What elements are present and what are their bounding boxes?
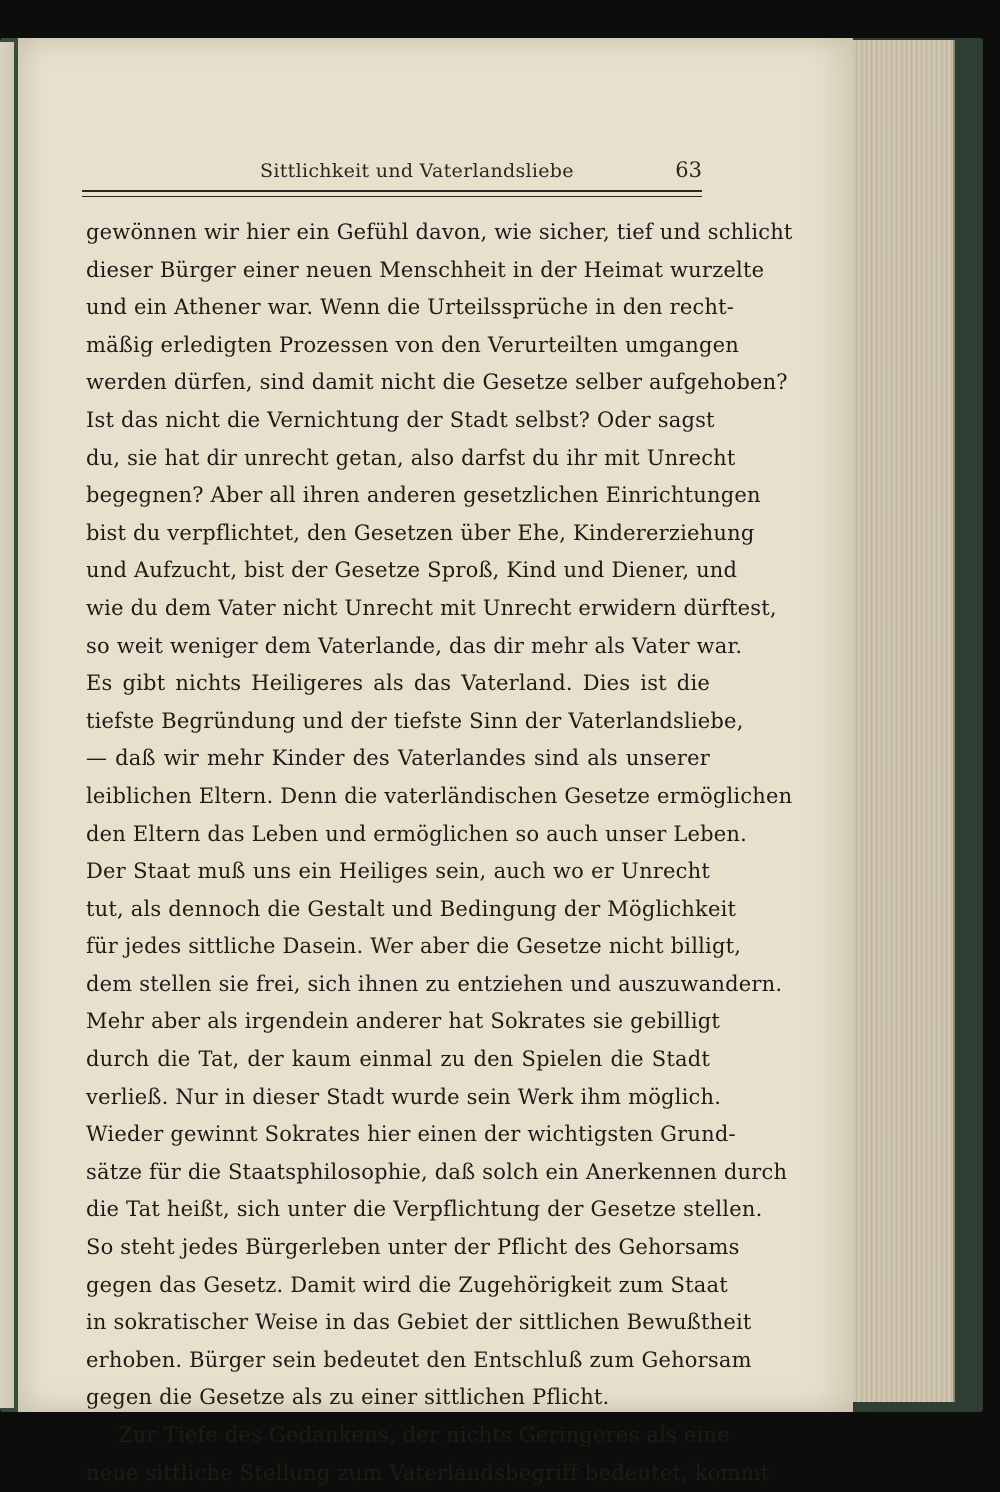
text-line: tut, als dennoch die Gestalt und Bedingung der Möglichkeit (86, 896, 737, 921)
text-line: für jedes sittliche Dasein. Wer aber die Gesetze nicht billigt, (86, 934, 742, 959)
text-line: verließ. Nur in dieser Stadt wurde sein Werk ihm möglich. (86, 1084, 722, 1109)
text-line: die Tat heißt, sich unter die Verpflichtung der Gesetze stellen. (86, 1197, 763, 1222)
page-block-edges (853, 40, 955, 1402)
text-line: — daß wir mehr Kinder des Vaterlandes sind als unserer (86, 746, 710, 771)
text-line: du, sie hat dir unrecht getan, also darfst du ihr mit Unrecht (86, 445, 736, 470)
text-line: dieser Bürger einer neuen Menschheit in der Heimat wurzelte (86, 257, 765, 282)
body-text (86, 214, 793, 1492)
text-line: mäßig erledigten Prozessen von den Verurteilten umgangen (86, 332, 739, 357)
text-line: sätze für die Staatsphilosophie, daß solch ein Anerkennen durch (86, 1159, 788, 1184)
text-line: So steht jedes Bürgerleben unter der Pflicht des Gehorsams (86, 1235, 740, 1260)
text-line: Mehr aber als irgendein anderer hat Sokrates sie gebilligt (86, 1009, 721, 1034)
text-line: gewönnen wir hier ein Gefühl davon, wie sicher, tief und schlicht (86, 220, 793, 244)
header-rule (82, 190, 702, 192)
text-line: Es gibt nichts Heiligeres als das Vaterland. Dies ist die (86, 671, 710, 696)
header-rule-thin (82, 196, 702, 197)
text-line: erhoben. Bürger sein bedeutet den Entschluß zum Gehorsam (86, 1347, 752, 1372)
text-line: Zur Tiefe des Gedankens, der nichts Geringeres als eine (118, 1423, 730, 1447)
text-line: und ein Athener war. Wenn die Urteilssprüche in den recht- (86, 295, 735, 320)
text-line: bist du verpflichtet, den Gesetzen über Ehe, Kindererziehung (86, 520, 755, 545)
text-line: begegnen? Aber all ihren anderen gesetzlichen Einrichtungen (86, 483, 761, 508)
text-line: durch die Tat, der kaum einmal zu den Spielen die Stadt (86, 1047, 710, 1072)
text-line: leiblichen Eltern. Denn die vaterländischen Gesetze ermöglichen (86, 783, 793, 808)
text-line: werden dürfen, sind damit nicht die Gesetze selber aufgehoben? (86, 370, 788, 395)
text-line: tiefste Begründung und der tiefste Sinn der Vaterlandsliebe, (86, 708, 744, 733)
text-line: so weit weniger dem Vaterlande, das dir mehr als Vater war. (86, 633, 743, 658)
text-line: in sokratischer Weise in das Gebiet der sittlichen Bewußtheit (86, 1310, 752, 1335)
text-line: und Aufzucht, bist der Gesetze Sproß, Kind und Diener, und (86, 558, 738, 583)
left-page-edge (0, 42, 14, 1408)
text-line: gegen die Gesetze als zu einer sittlichen Pflicht. (86, 1385, 610, 1410)
text-line: den Eltern das Leben und ermöglichen so auch unser Leben. (86, 821, 747, 846)
text-line: neue sittliche Stellung zum Vaterlandsbegriff bedeutet, kommt (86, 1460, 770, 1485)
text-line: wie du dem Vater nicht Unrecht mit Unrecht erwidern dürftest, (86, 595, 777, 620)
running-header (82, 160, 702, 204)
text-line: Wieder gewinnt Sokrates hier einen der wichtigsten Grund- (86, 1122, 736, 1147)
text-line: gegen das Gesetz. Damit wird die Zugehörigkeit zum Staat (86, 1272, 728, 1297)
text-line: Der Staat muß uns ein Heiliges sein, auch wo er Unrecht (86, 859, 710, 884)
text-line: dem stellen sie frei, sich ihnen zu entziehen und auszuwandern. (86, 971, 783, 996)
page-number: 63 (675, 158, 702, 182)
running-title: Sittlichkeit und Vaterlandsliebe (260, 160, 574, 182)
text-line: Ist das nicht die Vernichtung der Stadt selbst? Oder sagst (86, 407, 715, 432)
